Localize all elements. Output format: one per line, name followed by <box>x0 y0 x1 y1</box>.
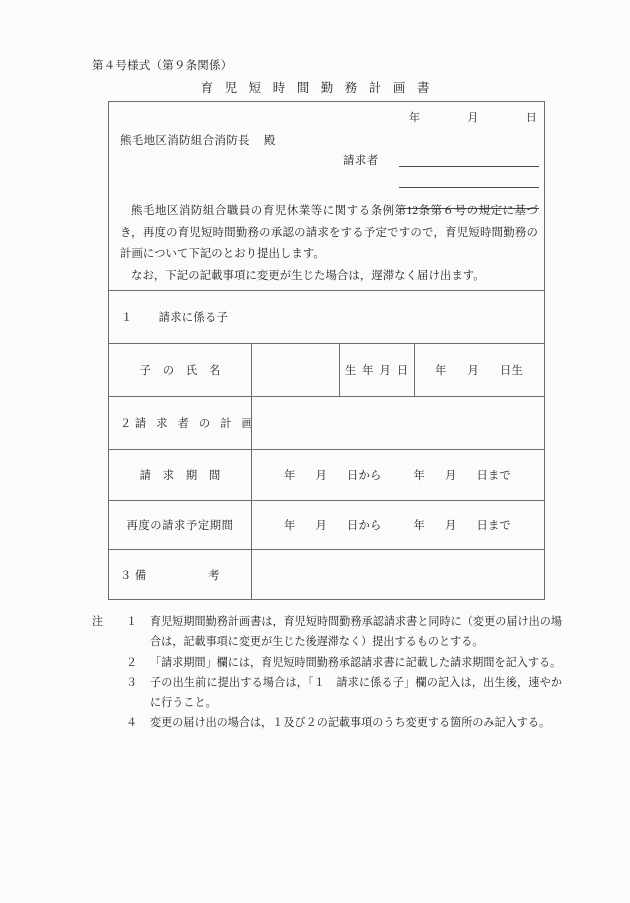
reclaim-period-value[interactable] <box>251 501 544 549</box>
section1-number: １ <box>121 312 133 324</box>
footnotes <box>92 612 562 734</box>
footnote-item <box>92 673 562 714</box>
reclaim-from-month: 月 <box>315 520 327 532</box>
reclaim-to-day: 日まで <box>476 520 511 532</box>
claim-to-year: 年 <box>413 470 425 482</box>
table-row-section2 <box>109 396 544 449</box>
footnote-text: 「請求期間」欄には，育児短時間勤務承認請求書に記載した請求期間を記入する。 <box>150 656 562 669</box>
claim-period-value[interactable] <box>251 450 544 500</box>
reclaim-to-year: 年 <box>413 520 425 532</box>
birthdate-day-label: 日生 <box>500 365 523 377</box>
birthdate-year-label: 年 <box>435 365 447 377</box>
footnote-text: 子の出生前に提出する場合は，「１ 請求に係る子」欄の記入は，出生後，速やかに行うこと。 <box>150 676 562 710</box>
birthdate-label: 生 年 月 日 <box>344 365 410 377</box>
submission-date-line <box>409 109 537 125</box>
claimant-label: 請求者 <box>343 155 379 167</box>
section1-heading <box>109 291 251 343</box>
table-row-remarks <box>109 549 544 600</box>
reclaim-from-year: 年 <box>284 520 296 532</box>
claimant-signature-line-2[interactable] <box>399 187 539 188</box>
form-box <box>108 101 545 600</box>
footnote-item <box>92 713 562 733</box>
claim-from-month: 月 <box>315 470 327 482</box>
claimant-signature-line-1[interactable] <box>399 166 539 167</box>
document-title: 育 児 短 時 間 勤 務 計 画 書 <box>200 81 434 95</box>
section2-heading <box>109 397 257 449</box>
footnote-text: 変更の届け出の場合は，１及び２の記載事項のうち変更する箇所のみ記入する。 <box>150 717 551 730</box>
footnote-text: 育児短期間勤務計画書は，育児短時間勤務承認請求書と同時に（変更の届け出の場合は，記載事項に変更が生じた後遅滞なく）提出するものとする。 <box>150 616 562 649</box>
reclaim-from-day: 日から <box>347 520 382 532</box>
date-day-label: 日 <box>525 112 537 124</box>
claim-to-month: 月 <box>445 470 457 482</box>
table-row-section1 <box>109 290 544 343</box>
form-number: 第４号様式（第９条関係） <box>92 60 233 72</box>
section2-number: ２ <box>120 418 135 430</box>
column-divider-1 <box>251 344 252 396</box>
body-paragraph-1: 熊毛地区消防組合職員の育児休業等に関する条例第12条第６号の規定に基づき，再度の育児短時間勤務の承認の請求をする予定ですので，育児短時間勤務の計画について下記のとおり提出します。 <box>120 205 538 260</box>
claim-to-day: 日まで <box>476 470 511 482</box>
table-row-child-name <box>109 343 544 396</box>
addressee-name: 熊毛地区消防組合消防長 <box>120 135 250 147</box>
footnote-item <box>92 653 562 673</box>
footnote-number: ２ <box>126 656 138 669</box>
claim-from-day: 日から <box>347 470 382 482</box>
footnote-number: ４ <box>126 717 138 730</box>
column-divider-4 <box>251 397 252 449</box>
table-row-reclaim-period <box>109 500 544 549</box>
reclaim-period-label: 再度の請求予定期間 <box>126 520 234 532</box>
body-text <box>120 201 538 287</box>
claim-from-year: 年 <box>284 470 296 482</box>
section1-title: 請求に係る子 <box>158 312 229 324</box>
footnote-number: ３ <box>126 676 138 689</box>
remarks-label-a: 備 <box>134 570 147 582</box>
section2-title: 請 求 者 の 計 画 <box>134 418 257 430</box>
column-divider-7 <box>251 550 252 600</box>
addressee-honorific: 殿 <box>263 135 276 147</box>
table-row-claim-period <box>109 449 544 500</box>
birthdate-value[interactable] <box>414 344 544 396</box>
remarks-label-b: 考 <box>208 570 220 582</box>
section3-number: ３ <box>120 570 135 582</box>
date-year-label: 年 <box>409 112 421 124</box>
claim-period-label: 請 求 期 間 <box>139 470 225 482</box>
footnote-number: １ <box>126 616 138 628</box>
addressee <box>120 132 276 148</box>
birthdate-month-label: 月 <box>467 365 479 377</box>
reclaim-to-month: 月 <box>445 520 457 532</box>
child-name-label: 子 の 氏 名 <box>139 365 225 377</box>
remarks-heading <box>109 550 251 600</box>
footnotes-heading: 注 <box>92 616 104 628</box>
date-month-label: 月 <box>467 112 479 124</box>
footnote-item <box>92 612 562 653</box>
body-paragraph-2: なお，下記の記載事項に変更が生じた場合は，遅滞なく届け出ます。 <box>131 269 485 282</box>
